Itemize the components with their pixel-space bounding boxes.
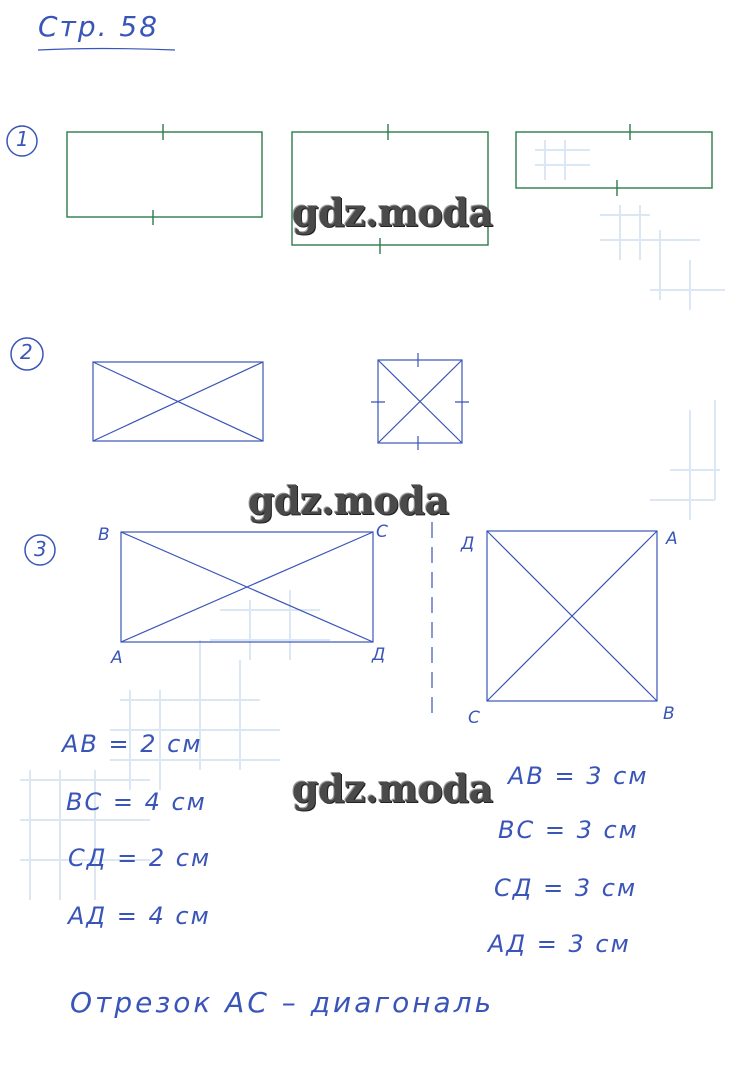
right-measure-4: AД = 3 см [488,930,631,958]
task1-number: 1 [16,127,29,151]
left-measure-4: AД = 4 см [68,902,211,930]
header-underline [38,49,175,51]
square-vertex-d-label: Д [461,534,475,554]
left-measure-2: BC = 4 см [66,788,207,816]
left-measure-3: CД = 2 см [68,844,212,872]
task3-figures [121,522,657,720]
left-measure-1: AB = 2 см [62,730,203,758]
task2-number: 2 [20,340,33,364]
watermark-top: gdz.moda [292,190,493,235]
square-vertex-c-label: C [468,708,480,728]
square-vertex-a-label: A [666,529,678,549]
vertex-d-label: Д [372,645,386,665]
page-label: Стр. 58 [38,10,160,43]
right-measure-3: CД = 3 см [494,874,638,902]
square-vertex-b-label: B [663,704,675,724]
vertex-b-label: B [98,525,110,545]
task3-number: 3 [34,537,47,561]
vertex-a-label: A [111,648,123,668]
watermark-middle: gdz.moda [248,478,449,523]
task1-rect-1 [67,132,262,217]
conclusion-text: Отрезок AC – диагональ [70,986,495,1019]
right-measure-1: AB = 3 см [508,762,649,790]
task2-figures [93,353,469,450]
right-measure-2: BC = 3 см [498,816,639,844]
vertex-c-label: C [376,522,388,542]
watermark-bottom: gdz.moda [292,766,493,811]
